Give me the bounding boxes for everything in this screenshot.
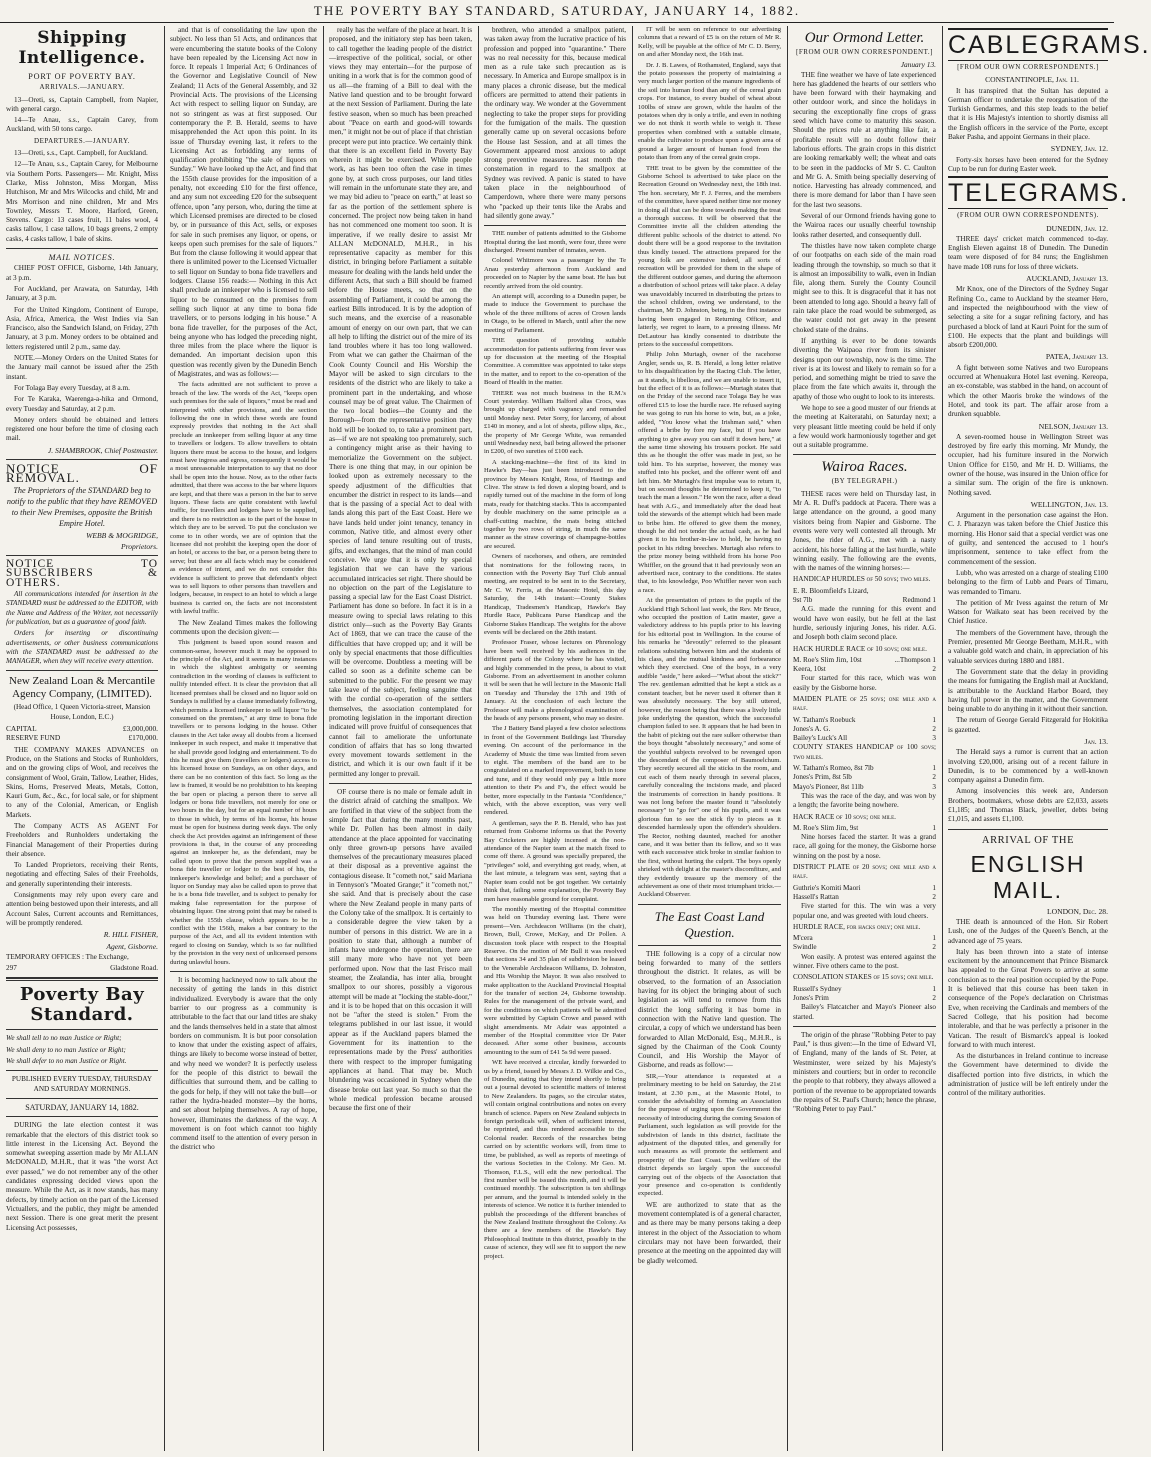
- subscribers-text: Orders for inserting or discontinuing advertisements, or other business communications with the STANDARD must be addressed to the MANAGER, when they will receive every attention.: [6, 629, 158, 666]
- local-item: An attempt will, according to a Dunedin paper, be made to induce the Government to purchase the whole of the three millions of acres of Crown lands in Otago, to be offered in March, until after the new meeting of Parliament.: [484, 293, 626, 334]
- race-heading: DISTRICT PLATE of 20 sovs; one mile and a half.: [793, 863, 936, 881]
- race-entry: Jones's Prim: [793, 993, 829, 1002]
- editorial-text: and that is of consolidating the law upon the subject. No less than 51 Acts, and ordinances that were encumbering the statute books of the Colony have been repealed by the Licensing Act now in force. It repeals 1 Imperial Act; 6 Ordinances of the Governor and Legislative Council of New Zealand; 11 Acts of the General Assembly, and 32 Provincial Acts. The provisions of the Licensing Act with respect to selling liquor on Sunday, are not so stringent as was at first supposed. Our contemporary the P. B. Herald, seems to have misapprehended the Act upon this point. In its issue of Thursday evening last, it refers to the Licensing Act as forbidding any terms of qualification prohibiting "the sale of liquors on Sunday." We have looked up the Act, and find that the 155th clause provides for the imposition of a penalty, not exceeding £10 for the first offence, and any sum not exceeding £20 for the subsequent offence, upon "any person, who, during the time at which Licensed premises are directed to be closed by, or in pursuance of this Act, sells, or exposes for sale in such premises any liquor, or opens, or keeps open such premises for the sale of liquors." But from the clause following it would appear that there is unlimited power to the Licensed Victualler to sell liquor on Sunday to bona fide travellers and lodgers. Clause 156 reads:— Nothing in this Act shall preclude an innkeeper who is licensed to sell liquor to be consumed on the premises from selling such liquor at any time to bona fide travellers, or to persons lodging in his house." A bona fide traveller, for the purposes of the Act, being anyone who has lodged the preceding night, three miles from the place where the liquor is demanded. An important decision upon this question was recently given by the Dunedin Bench of Magistrates, and was as follows:—: [170, 26, 317, 378]
- race-heading: HACK RACE of 10 sovs; one mile.: [793, 812, 896, 821]
- divider: [793, 454, 936, 455]
- loan-text: Consignments may rely upon every care and attention being bestowed upon their interests, and all Account Sales, Current accounts and Remittances, will be promptly rendered.: [6, 891, 158, 927]
- mail-news-text: Italy has been thrown into a state of intense excitement by the announcement that Prince Bismarck has appealed to the Great Powers to arrive at some conclusion as to the real position occupied by the Pope. It is believed that this course has been taken in consequence of the Pope's declaration on Christmas Eve, when receiving the Cardinals and members of the Sacred College, that his position had become intolerable, and that he was perfectly a prisoner in the Vatican. The result of Bismarck's appeal is looked forward to with much interest.: [948, 947, 1108, 1049]
- east-coast-circular: SIR,—Your attendance is requested at a preliminary meeting to be held on Saturday, the 21st instant, at 2.30 p.m., at the Masonic Hotel, to consider the advisability of forming an Association for the purpose of urging upon the Government the necessity of introducing during the coming Session of Parliament, such legislation as will provide for the subdivision of lands in this district, facilitate the adjustment of the disputed titles, and generally for such measures as will promote the settlement and prosperity of the East Coast. The welfare of the district depends so largely upon the successful carrying out of the objects of the Association that your presence and co-operation is confidently expected.: [638, 1072, 781, 1198]
- dateline: NELSON, January 13.: [1038, 421, 1108, 431]
- loan-signature: R. HILL FISHER,: [103, 930, 158, 940]
- column-6: [793, 26, 936, 1451]
- race-text: Five started for this. The win was a very popular one, and was greeted with loud cheers.: [793, 902, 936, 920]
- race-place: 2: [932, 892, 936, 901]
- telegram-text: Argument in the personation case against the Hon. C. J. Pharazyn was taken before the Chief Justice this morning. His Honor said that a special verdict was one of guilty, and sentenced the accused to 1 hour's imprisonment, sentence to take effect from the commencement of the session.: [948, 511, 1108, 566]
- race-text: Bailey's Flatcatcher and Mayo's Pioneer also started.: [793, 1003, 936, 1021]
- editorial-text: DURING the late election contest it was remarkable that the electors of this district took so little interest in the Licensing Act. Beyond the somewhat sweeping assertion made by Mr ALLAN McDONALD, M.H.R., that it was "the worst Act ever passed," we do not remember any of the other candidates expressing decided views upon the measure. While the Act, as it now stands, has many defects, by timely action on the part of the Licensed Victuallers, and the public, they might be amended next Session. There is one great merit the present Licensing Act possesses,: [6, 1121, 158, 1232]
- race-heading: COUNTY STAKES HANDICAP of 100 sovs; two miles.: [793, 743, 936, 761]
- decision-quote: The facts admitted are not sufficient to prove a breach of the law. The words of the Act, "keeps open such premises for the sale of liquors," must be read and interpreted with other provisions, and the section following the one in which these words are found expressly provides that nothing in the Act shall preclude an innkeeper from selling liquor at any time to travellers or lodgers. To allow travellers to obtain liquors there must be access to the house, and lodgers must have ingress and egress, consequently it would be a most unreasonable interpretation to say that no door shall be open into the house. Now, as to the other facts admitted, that there was access to the bar where liquors are kept, and that there was a person in the bar to serve liquors. These facts are quite consistent with lawful traffic, for travellers and lodgers have to be supplied, and there is no restriction as to the part of the house in which they are to be served. To put the conclusion we come to in other words, we are of opinion that the licensee did not prohibit the keeping open the door of an hotel, or access to the bar, or a person being there to serve; but these are all facts which may be considered as evidence of intent, and we do not consider this evidence is sufficient to prove that defendant's object was to sell liquors to other persons than travellers and lodgers, because, in respect to an hotel to which a large business is carried on, the facts are not inconsistent with lawful traffic.: [170, 381, 317, 616]
- dateline: DUNEDIN, Jan. 12.: [1046, 223, 1108, 233]
- local-item: A gentleman, says the P. B. Herald, who has just returned from Gisborne informs us that the Poverty Bay Cricketers are highly incensed at the non-attendance of the Napier team at the match fixed to come off there. A ground was specially prepared, the "privileges" sold, and everything got ready, when, at the last minute, a telegram was sent, saying that a Napier team could not be got together. We certainly think that, failing some explanation, the Poverty Bay men have reasonable ground for complaint.: [484, 819, 626, 903]
- mail-item: For Tolaga Bay every Tuesday, at 8 a.m.: [14, 383, 130, 392]
- masthead: THE POVERTY BAY STANDARD, SATURDAY, JANUARY 14, 1882.: [0, 0, 1114, 23]
- telegram-text: The Herald says a rumor is current that an action involving £20,000, arising out of a recent failure in Dunedin, is to be commenced by a well-known company against a Dunedin firm.: [948, 748, 1108, 785]
- dateline: SYDNEY, Jan. 12.: [1050, 144, 1108, 154]
- local-item: Philip John Murtagh, owner of the racehorse Angler, sends us, R. B. Herald, a long letter relative to his disqualification by the Racing Club. The letter, as it stands, is libellous, and we are unable to insert it, but the effect of it is as follows:—Murtagh states that on the Friday of the second race Tolaga Bay he was offered £15 to lose the hurdle race. He refused saying he was going to run his horse to win, but, as a joke, added, "You know what the Irishman said," when offered a bribe by fore my face, but if you have anything to give away you can stuff it down here," at the same time showing his trousers pocket. He said this as he thought the offer was made in jest, so he told him. To his surprise, however, the money was stuffed into his pocket, and the offerer went off and left him. Mr Murtagh's first impulse was to return it, but on second thoughts he determined to keep it, "to teach the man a lesson." He won the race, after a dead heat with A.G., and immediately after the dead heat told the stewards of the attempt which had been made to bribe him. He offered to give them the money, though he did not tender the actual cash, as he had given it to his brother-in-law to hold, he having no pocket in his riding breeches. Murtagh also refers to the prize money being withheld from his horse Poo Whiffler, on the ground that it had previously won an advertised race, contrary to the conditions. He states that, to his knowledge, Poo Whiffler never won such a race.: [638, 351, 781, 594]
- race-entry: 9st 7lb: [793, 596, 813, 605]
- race-heading: CONSOLATION STAKES of 15 sovs; one mile.: [793, 973, 934, 982]
- mail-item: For Te Karaka, Waerenga-a-hika and Ormond, every Tuesday and Saturday, at 2 p.m.: [6, 395, 158, 413]
- local-item: Colonel Whitmore was a passenger by the Te Anau yesterday afternoon from Auckland and proceeded on to Napier by the same boat. He has but recently arrived from the old country.: [484, 257, 626, 290]
- divider: [638, 945, 781, 946]
- dateline: CONSTANTINOPLE, Jan. 11.: [985, 75, 1079, 85]
- removal-signature: WEBB & MOGRIDGE,: [86, 530, 158, 540]
- race-place: 1: [932, 883, 936, 892]
- race-results: [793, 985, 936, 1004]
- cable-text: It has transpired that the Sultan has deputed a German officer to undertake the reorganisation of the Turkish Gendarmes, and this step leads to the belief that it is His Majesty's intention to shortly dismiss all the English officers in the service of the Porte, except Baker Pasha, and appoint Germans in their place.: [948, 86, 1108, 142]
- temp-office-number: 297: [6, 964, 17, 973]
- departure-item: 13—Oreti, s.s., Capt. Campbell, for Auckland.: [14, 149, 148, 158]
- race-text: Won easily. A protest was entered against the winner. Five others came to the post.: [793, 952, 936, 971]
- capital-value: £3,000,000.: [122, 724, 158, 734]
- mail-news-text: As the disturbances in Ireland continue to increase the Government have determined to divide the disaffected portion into five districts, in which the administration of justice will be left entirely under the control of the military authorities.: [948, 1052, 1108, 1098]
- subscribers-heading: NOTICE TO SUBSCRIBERS & OTHERS.: [6, 558, 158, 589]
- race-place: 3: [932, 782, 936, 791]
- column-1: [6, 26, 158, 1451]
- local-item: Dr. J. B. Lawes, of Rothamsted, England, says that the potato possesses the property of maintaining a very much larger portion of the manure ingredients of the soil into human food than any of the cereal grain crops. For instance, to every bushel of wheat about 100lbs of straw are grown, while the haulm of the potatoes when dry is only a trifle, and even in nothing we do not think it worth while to weigh it. These properties when combined with a suitable climate, enable the cultivator to produce upon a given area of ground a larger amount of human food from the potato than from any of the cereal grain crops.: [638, 61, 781, 162]
- telegram-text: The return of George Gerald Fitzgerald for Hokitika is gazetted.: [948, 716, 1108, 734]
- divider: [484, 225, 626, 226]
- telegrams-heading: TELEGRAMS.: [948, 176, 1108, 209]
- motto-line: We shall deny to no man Justice or Right;: [6, 1045, 126, 1054]
- mail-news-text: THE death is announced of the Hon. Sir Robert Lush, one of the Judges of the Queen's Bench, at the advanced age of 75 years.: [948, 917, 1108, 945]
- local-item: WE have received a circular, kindly forwarded to us by a friend, issued by Messrs J. D. Wilkie and Co., of Dunedin, stating that they intend shortly to bring out a journal devoted to scientific matters of interest to New Zealanders. Its pages, so the circular states, will contain original contributions and notes on every branch of science. Papers on New Zealand subjects in foreign periodicals will, when of sufficient interest, be reprinted, and thus rendered accessible to the Colonial reader. Records of the researches being carried on by scientific workers will, from time to time, be published, as well as reports of meetings of the various Societies in the Colony. Mr Geo. M. Thomson, F.L.S., will edit the new periodical. The first number will be issued this month, and it will be continued monthly. The subscription is ten shillings per annum, and the journal is intended solely in the interests of science. We notice it is further intended to publish the proceedings of the different branches of the New Zealand Institute throughout the Colony. As there are a few members of the Hawke's Bay Philosophical Institute in this district, possibly in the cause of science, they will see fit to support the new project.: [484, 1059, 626, 1260]
- robbing-peter-text: The origin of the phrase "Robbing Peter to pay Paul," is thus given:—In the time of Edward VI, of England, many of the lands of St. Peter, at Westminster, were seized by his Majesty's ministers and courtiers; but in order to reconcile the people to that robbery, they always allowed a portion of the revenue to be appropriated towards the repairs of St. Paul's Church; hence the phrase, "Robbing Peter to pay Paul.": [793, 1030, 936, 1114]
- ormond-text: THE fine weather we have of late experienced here has gladdened the hearts of our settlers who have been forward with their haymaking and other outdoor work, and since the holidays in securing the exceptionally fine crops of grass seed which have come to maturity this season. Should the prices rule at anything like fair, a profitable result will no doubt follow their laborious efforts. The grain crops in this district are looking remarkably well; the wheat and oats to be seen in the paddocks of Mr S. C. Caulton and Mr G. A. Smith being specially deserving of notice. Harvesting has already commenced, and there is more demand for labor than I have seen for the last two seasons.: [793, 70, 936, 209]
- departure-item: 12—Te Anau, s.s., Captain Carey, for Melbourne via Southern Ports. Passengers— Mr. Knight, Miss Clarke, Miss Johnston, Miss Morgan, Miss Hutchison, Mr and Mrs Wilcocks and child, Mr and Mrs Morrison and nine children, Mr and Mrs Townley, Messrs T. Moore, Harford, Green, Stevens. Cargo: 13 cases fruit, 11 bales wool, 4 casks tallow, 1 case tallow, 10 bags greens, 2 empty casks, 4 casks tallow, 1 bale of skins.: [6, 160, 158, 243]
- divider: [329, 783, 472, 784]
- telegram-text: Mr Knox, one of the Directors of the Sydney Sugar Refining Co., came to Auckland by the steamer Hero, and inspected the neighbourhood with the view of selecting a site for a sugar refining factory, and has purchased a block of land at Kauri Point for the sum of £100. He expects that the plant and buildings will absorb £200,000.: [948, 285, 1108, 350]
- ormond-date: January 13.: [900, 60, 936, 70]
- column-4: [484, 26, 626, 1451]
- dateline: Jan. 13.: [1084, 737, 1108, 746]
- divider: [170, 971, 317, 972]
- reserve-label: RESERVE FUND: [6, 733, 61, 743]
- dateline: PATEA, January 13.: [1045, 352, 1108, 362]
- race-text: This was the race of the day, and was won by a length; the favorite being nowhere.: [793, 791, 936, 810]
- capital-row: [6, 724, 158, 733]
- divider: [6, 1098, 158, 1099]
- east-coast-text: THE following is a copy of a circular now being forwarded to many of the settlers throughout the district. It relates, as will be observed, to the formation of an Association having for its object the bringing about of such legislation as will tend to remove from this district the long suffering it has borne in connection with the Native land question. The circular, a copy of which we understand has been forwarded to Allan McDonald, Esq., M.H.R., is signed by the Chairman of the Cook County Council, and His Worship the Mayor of Gisborne, and reads as follow:—: [638, 949, 781, 1070]
- ormond-text: Several of our Ormond friends having gone to the Wairoa races our usually cheerful township looks rather deserted, and consequently dull.: [793, 212, 936, 239]
- race-row: [793, 587, 936, 596]
- race-entry: Russell's Sydney: [793, 984, 842, 993]
- loan-text: To Landed Proprietors, receiving their Rents, negotiating and effecting Sales of their Freeholds, and generally superintending their interests.: [6, 861, 158, 888]
- race-entry: M'cera: [793, 934, 813, 943]
- race-place: 2: [932, 993, 936, 1002]
- loan-company-heading: New Zealand Loan & Mercantile Agency Company, (LIMITED).: [9, 675, 155, 701]
- race-row: [793, 773, 936, 782]
- column-rule: [323, 26, 324, 1451]
- race-place: 1: [932, 823, 936, 832]
- column-5: [638, 26, 781, 1451]
- ormond-text: The thistles have now taken complete charge of our footpaths on each side of the main road leading through the township, so much so that it is almost an impossibility to walk, even in Indian file, along them. Surely the County Council might see to this. It is disgraceful that it has not been attended to long ago. Should a heavy fall of rain take place the road would be submerged, as the water could not get away in the present choked state of the drains.: [793, 241, 936, 334]
- local-item: The J Battery Band played a few choice selections in front of the Government Buildings last Thursday evening. On account of the performance in the Academy of Music the time was limited from seven to eight. The members of the band are to be congratulated on a marked improvement, both in tone and tune, and if they would only pay a little more attention to their P's and F's, the effect would be better, more especially in the Fantasia "Confidence," which, with the above exception, was very well rendered.: [484, 725, 626, 817]
- race-entry: Bailey's Luck's All: [793, 734, 848, 743]
- telegram-text: The members of the Government have, through the Premier, presented Mr George Beetham, M.H.R., with a valuable gold watch and chain, in appreciation of his valuable services during 1880 and 1881.: [948, 628, 1108, 665]
- race-row: [793, 725, 936, 734]
- column-rule: [632, 26, 633, 1451]
- race-entry: M. Roe's Slim Jim, 10st: [793, 655, 862, 664]
- ormond-heading: Our Ormond Letter.: [804, 30, 925, 46]
- reserve-row: [6, 733, 158, 742]
- port-label: PORT OF POVERTY BAY.: [28, 72, 136, 81]
- local-item: A stacking-machine—the first of its kind in Hawke's Bay—has just been introduced to the province by Messrs Knight, Ross, of Hastings and Clive. The straw is fed down a sloping board, and is rapidly turned out of the machine in the form of long mats, ready for thatching stacks. This is accompanied by double machinery on the same principle as a chaff-cutting machine, the mats being stitched together by two rows of string, in much the same manner as the straw coverings of champagne-bottles are secured.: [484, 458, 626, 550]
- dateline: AUCKLAND, January 13.: [1026, 274, 1108, 284]
- race-results: [793, 587, 936, 606]
- race-results: [793, 884, 936, 903]
- race-heading: HACK HURDLE RACE of 10 sovs; one mile.: [793, 644, 927, 653]
- divider: [948, 829, 1108, 830]
- race-place: Redmond 1: [902, 596, 936, 605]
- cablegrams-source: [FROM OUR OWN CORRESPONDENTS.]: [957, 63, 1099, 71]
- issue-date: SATURDAY, JANUARY 14, 1882.: [25, 1102, 139, 1112]
- race-row: [793, 884, 936, 893]
- published-days: PUBLISHED EVERY TUESDAY, THURSDAY AND SATURDAY MORNINGS.: [11, 1075, 153, 1093]
- local-item: Professor Fraser, whose lectures on Phrenology have been well received by his audiences in the different parts of the Colony where he has visited, and highly commended in the press, is about to visit Gisborne. From an advertisement in another column it will be seen that he will lecture in the Masonic Hall on Tuesday and Thursday the 17th and 19th of January. At the conclusion of each lecture the Professor will make a phrenological examination of the heads of any persons present, who may so desire.: [484, 639, 626, 722]
- wairoa-source: (BY TELEGRAPH.): [831, 477, 898, 486]
- standard-title: Poverty Bay Standard.: [19, 984, 145, 1026]
- local-item: THE question of providing suitable accommodation for patients suffering from fever was up for discussion at the meeting of the Hospital Committee. A committee was appointed to take steps in the matter, and to report to the co-operation of the Board of Health in the matter.: [484, 337, 626, 387]
- race-place: 1: [932, 934, 936, 943]
- subscribers-text: All communications intended for insertion in the STANDARD must be addressed to the EDITOR, with the Name and Address of the Writer, not necessarily for publication, but as a guarantee of good faith.: [6, 590, 158, 626]
- column-rule: [164, 26, 165, 1451]
- ormond-source: [FROM OUR OWN CORRESPONDENT.]: [796, 48, 933, 56]
- telegram-text: THREE days' cricket match commenced to-day. English Eleven against 18 of Dunedin. The Dunedin team were disposed of for 84 runs; the Englishmen have made 108 runs for loss of three wickets.: [948, 234, 1108, 271]
- race-row: [793, 934, 936, 943]
- race-entry: Swindle: [793, 943, 817, 952]
- wairoa-heading: Wairoa Races.: [821, 459, 908, 476]
- race-row: [793, 943, 936, 952]
- race-text: Four started for this race, which was won easily by the Gisborne horse.: [793, 674, 936, 692]
- race-place: ...Thompson 1: [894, 655, 936, 664]
- race-text: Nine horses faced the starter. It was a grand race, all going for the money, the Gisborne horse winning on the post by a nose.: [793, 833, 936, 860]
- divider: [6, 459, 158, 460]
- wairoa-text: THESE races were held on Thursday last, in Mr A. R. Duff's paddock at Pacera. There was a large attendance on the ground, a good many visitors being from Napier and Gisborne. The events were very well contested all through. Mr Jones, the rider of A.G., met with a nasty accident, his horse falling at the last hurdle, while winning easily. The following are the events, with the names of the winning horses:—: [793, 489, 936, 573]
- race-place: 2: [932, 943, 936, 952]
- race-heading: HURDLE RACE, for hacks only; one mile.: [793, 922, 921, 931]
- removal-heading: NOTICE OF REMOVAL.: [6, 460, 158, 486]
- loan-head-office: (Head Office, 1 Queen Victoria-street, Mansion House, London, E.C.): [13, 703, 151, 721]
- dateline: WELLINGTON, Jan. 13.: [1030, 499, 1108, 509]
- loan-text: The Company ACTS AS AGENT For Freeholders and Runholders undertaking the Financial Management of their Properties during their absence.: [6, 822, 158, 858]
- race-row: [793, 716, 936, 725]
- arrivals-heading: ARRIVALS.—JANUARY.: [39, 83, 125, 92]
- divider: [6, 1070, 158, 1071]
- telegrams-source: (FROM OUR OWN CORRESPONDENTS).: [957, 211, 1099, 220]
- local-item: THE number of patients admitted to the Gisborne Hospital during the last month, were four, three were discharged. Present number of inmates, seven.: [484, 230, 626, 255]
- race-entry: M. Roe's Slim Jim, 9st: [793, 823, 859, 832]
- mail-item: For Auckland, per Arawata, on Saturday, 14th January, at 3 p.m.: [6, 284, 158, 303]
- race-row: [793, 985, 936, 994]
- dateline: LONDON, Dec. 28.: [1046, 906, 1108, 916]
- race-row: [793, 596, 936, 605]
- race-entry: W. Tatham's Romeo, 8st 7lb: [793, 764, 874, 773]
- english-mail-kicker: ARRIVAL OF THE: [981, 834, 1075, 846]
- cable-text: Forty-six horses have been entered for the Sydney Cup to be run for during Easter week.: [948, 155, 1108, 173]
- race-entry: E. R. Bloomfield's Lizard,: [793, 586, 869, 595]
- east-coast-heading: The East Coast Land Question.: [654, 908, 765, 940]
- column-3: [329, 26, 472, 1451]
- race-results: [793, 934, 936, 953]
- times-quote: This judgment is based upon sound reason and common-sense, however much it may be opposed to the principle of the Act, and it seems in many instances in which the slightest ambiguity or seeming contradiction in the wording of clauses is sufficient to nullify intended effect. It is clear the provision that all licensed premises shall be closed and no liquor sold on Sundays is nullified by a clause immediately following, which permits a licensed innkeeper to sell liquor "to be consumed on the premises," at any time to bona fide travellers or to persons lodging in the house. Other clauses in the Act take away all doubts from a licensed innkeeper in such respect, and make it imperative that he shall provide good lodging and entertainment. To do this he must give them (travellers or lodgers) access to his licensed house on Sundays, as on other days, and there can be no contention of this fact. So long as the law is framed, it would be no prohibition to his keeping the bar open or placing a person there to serve all lodgers or bona fide travellers, not merely for one or two hours in the day, but for an equal number of hours to those in which, by terms of his license, his house must be open for business during week days. The only check the Act provides against an infringement of these provisions is that, in the course of any proceeding against an innkeeper he, as the defendant, may be called upon to prove that the person supplied was a bona fide traveller or lodger to the best of his, the innkeeper's knowledge and belief; and a purchaser of liquor on Sunday may also be called upon to prove that he is a bona fide traveller, and is subject to penalty for making false representation for the purpose of obtaining liquor. One strong point that may be raised is whether the 155th clause, which appears to be in conflict with the 156th, makes a bar contrary to the purpose of the Act, and all its evident intention with regard to closing on Sunday, which is so far nullified by the provision in the very next of unlicensed persons during unlawful hours.: [170, 639, 317, 966]
- divider: [6, 555, 158, 556]
- race-results: [793, 764, 936, 792]
- telegram-text: A fight between some Natives and two Europeans occurred at Whenuakura Hotel last evening. Kereopa, an ex-constable, was stabbed in the hand, on account of which the other Maoris broke the windows of the Hotel, and took its part. The affair arose from a drunken squabble.: [948, 363, 1108, 419]
- divider: [6, 977, 158, 981]
- temp-office-road: Gladstone Road.: [110, 964, 158, 973]
- race-place: 3: [932, 734, 936, 743]
- race-row: [793, 783, 936, 792]
- mail-item: For the United Kingdom, Continent of Europe, Asia, Africa, America, the West Indies via San Francisco, also the Sandwich Island, on Friday, 27th January, at 3 p.m. Money orders to be obtained and letters registered until 2 p.m., same day.: [6, 305, 158, 351]
- editorial-text: OF course there is no male or female adult in the district afraid of catching the smallpox. We are fortified in that view of the subject from the simple fact that during the many months past, while Dr. Pollen has been almost in daily attendance at the place appointed for vaccinating only three grown-up persons have availed themselves of the precautionary measures placed at their disposal as a preventive against the contagious disease. It "cometh not," said Mariana in Tennyson's "Moated Grange;" it "cometh not," she said. And that is precisely about the case where the New Zealand people in many parts of the Colony take of the smallpox. It is certainly to a considerable degree the view taken by a number of persons in this district. We are in a position to state that, although a number of infants have undergone the operation, there are still many more who have not yet been performed upon. Now that the last Frisco mail steamer, the Zealandia, has inter alia, brought smallpox to our shores, possibly a vigorous attempt will be made at "locking the stable-door," and it is to be hoped that on this occasion it will not be "after the steed is stolen." From the telegrams published in our last issue, it would appear as if the Auckland papers blamed the Government for its inattention to the representations made by the Press' authorities there with respect to the improper fumigating appliances at hand. That may be. Much blundering was occasioned in Sydney when the disease broke out last year. So much so that the whole medical profession became aroused because the first one of their: [329, 788, 472, 1113]
- race-entry: Mayo's Pioneer, 8st 11lb: [793, 782, 864, 791]
- divider: [6, 1029, 158, 1030]
- local-item: THE treat to be given by the committee of the Gisborne School is advertised to take place on the Recreation Ground on Wednesday next, the 18th inst. The hon. secretary, Mr F. J. Ferres, and the members of the committee, have spared neither time nor money in doing all that can be done towards making the treat a thorough success. It will be observed that the Committee invite all the children attending the different public schools of the district to attend. No doubt there will be a good response to the invitation thus kindly issued. The attractions prepared for the young folk are extensive indeed, all sorts of recreation will be provided for them in the shape of the different outdoor games, and during the afternoon a distribution of school prizes will take place. A delay was unavoidably incurred in distributing the prizes to the school children, owing we understand, to the chairman, Mr D. Johnston, being, in the first instance having been engaged in Returning Officer, and latterly, we regret to learn, to a pressing illness. Mr DeLautour has kindly consented to distribute the prizes to the successful competitors.: [638, 164, 781, 349]
- column-7: [948, 26, 1151, 1451]
- race-place: 2: [932, 773, 936, 782]
- mail-heading: MAIL NOTICES.: [48, 253, 116, 263]
- ormond-text: We hope to see a good muster of our friends at the meeting at Kaiteratahi, on Saturday next; a very pleasant little meeting could be held if only a few would work harmoniously together and get out a suitable programme.: [793, 403, 936, 450]
- race-row: [793, 764, 936, 773]
- editorial-text: The New Zealand Times makes the following comments upon the decision given:—: [170, 618, 317, 636]
- telegram-text: A seven-roomed house in Wellington Street was destroyed by fire early this morning. Mr Mundy, the occupier, had his furniture insured in the Norwich Union Office for £150, and Mr H. D. Williams, the owner of the house, was insured in the Union office for a similar sum. The origin of the fire is unknown. Nothing saved.: [948, 432, 1108, 497]
- race-entry: Jones's A. G.: [793, 724, 831, 733]
- divider: [793, 1026, 936, 1027]
- race-place: 2: [932, 724, 936, 733]
- mail-item: Money orders should be obtained and letters registered one hour before the time of closing each mail.: [6, 415, 158, 443]
- editorial-text: brethren, who attended a smallpox patient, was taken away from the lucrative practice of his profession and popped into "quarantine." There was no real necessity for this, because medical men as a rule take such precaution as is necessary. In America and Europe smallpox is in many places a chronic disease, but the medical officers are permitted to attend their patients in the ordinary way. We wonder at the Government neglecting to take the proper steps for providing for the fumigation of the mails. The question generally came up on several occasions before the House last Session, and at all times the Government appeared most anxious to adopt strong preventive measures. Last month the consternation in regard to the smallpox at Sydney was revived. A panic is stated to have taken place in the neighbourhood of Camperdown, where there were many persons who "packed up their tents like the Arabs and had silently gone away.": [484, 26, 626, 220]
- mail-office: CHIEF POST OFFICE, Gisborne, 14th January, at 3 p.m.: [6, 264, 158, 282]
- race-place: 1: [932, 715, 936, 724]
- race-row: [793, 734, 936, 743]
- race-row: [793, 665, 936, 674]
- local-item: IT will be seen on reference to our advertising columns that a reward of £5 is on the return of Mr R. Kelly, will be payable at the office of Mr C. D. Berry, on and after Monday next, the 16th inst.: [638, 26, 781, 59]
- east-coast-text: WE are authorized to state that as the movement contemplated is of a general character, and as there may be many persons taking a deep interest in the object of the Association to whom circulars may not have been forwarded, their presence at the meeting on the appointed day will be gladly welcomed.: [638, 1200, 781, 1265]
- mail-signature: J. SHAMBROOK, Chief Postmaster.: [47, 445, 158, 455]
- mail-item: NOTE.—Money Orders on the United States for the January mail cannot be issued after the 25th instant.: [6, 354, 158, 381]
- arrival-item: 14—Te Anau, s.s., Captain Carey, from Auckland, with 50 tons cargo.: [6, 116, 158, 134]
- removal-body: The Proprietors of the STANDARD beg to notify to the public that they have REMOVED to their New Premises, opposite the British Empire Hotel.: [6, 485, 158, 528]
- race-row: [793, 994, 936, 1003]
- removal-signature-role: Proprietors.: [120, 541, 158, 551]
- cablegrams-heading: CABLEGRAMS.: [948, 28, 1108, 61]
- race-results: [793, 824, 936, 833]
- editorial-text: It is becoming hackneyed now to talk about the necessity of getting the lands in this district individualized. Everybody is aware that the only barrier to our progress as a community is attributable to the fact that our land titles are shaky and the lands themselves held in a state that almost borders on communism. It is but poor consolation to know that under the existing aspect of affairs, things are likely to become worse instead of better, and why need we wonder? It is perfectly useless for the people of this district to bewail the difficulties that surround them, and be calling to the gods for help, if they will not take the bull—or rather the hydra-headed monster—by the horns, and set about helping themselves. A ray of hope, however, illuminates the darkness of the way. A movement is on foot which cannot too highly commend itself to the attention of every person in the district who: [170, 976, 317, 1152]
- temp-office-row: [6, 964, 158, 973]
- telegram-text: The Government state that the delay in providing the means for fumigating the English mail at Auckland, is attributable to the Auckland Harbor Board, they having full power in the matter, and the Government being unable to do anything in it without their sanction.: [948, 667, 1108, 714]
- departures-heading: DEPARTURES.—JANUARY.: [34, 136, 130, 145]
- divider: [6, 1116, 158, 1117]
- race-results: [793, 656, 936, 675]
- race-entry: Guthrie's Komiti Maori: [793, 883, 861, 892]
- local-item: Owners of racehorses, and others, are reminded that nominations for the following races, in connection with the Poverty Bay Turf Club annual meeting, are required to be sent in to the Secretary, Mr C. W. Ferris, at the Masonic Hotel, this day Saturday, the 14th instant:—County Stakes Handicap, Tradesmen's Handicap, Hawke's Bay Hurdle Race, Publicans Purse Handicap and the Gisborne Stakes Handicap. The weights for the above events will be declared on the 28th instant.: [484, 553, 626, 636]
- race-row: [793, 656, 936, 665]
- race-row: [793, 824, 936, 833]
- divider: [6, 670, 158, 671]
- motto-line: We shall tell to no man Justice or Right;: [6, 1034, 122, 1043]
- local-item: At the presentation of prizes to the pupils of the Auckland High School last week, the Rev. Mr Bruce, who occupied the position of Latin master, gave a valedictory address to his pupils prior to his leaving for his editorial post in Wellington. In the course of his remarks he "devoutly" referred to the pleasant relations subsisting between him and the students of his class, and the mutual kindness and forbearance which they exercised. One of the boys, in a very audible "aside," here asked—"What about the stick?" The rev. gentleman admitted that he kept a stick as a constant teacher, but he never used it oftener than it was absolutely necessary. The boy still uttered, however, the reason being that there was a lively little joke underlying the question, which the successful champion failed to see. It appears that he had been in the habit of picking out the rare sulker otherwise than the boys thought "absolutely necessary," and some of the youthful subjects revolved to be revenged upon the descendant of the composer of Baumoelchum. They secretly secured all the sticks in the room, and cut each of them nearly through in several places, carefully concealing the incisions made, and placed the instruments of correction in handy positions. It was not long before the master found it "absolutely necessary" to "go for" one of his pupils, and it was glorious fun to see the stick fly to pieces as it descended harmlessly upon the offender's shoulders. The Rector, nothing daunted, reached for another cane, and it was better than its fellow, and so it was with each successive stick broke in similar fashion to the first, without hurting the culprit. The boys openly shrieked with delight at the master's discomfiture, and they evidently treasure up the memory of the achievement as one of their most triumphant tricks.—Auckland Observer.: [638, 597, 781, 899]
- race-text: A.G. made the running for this event and would have won easily, but he fell at the last hurdle, seriously injuring Jones, his rider. A.G. and Joseph both claim second place.: [793, 605, 936, 642]
- race-place: 1: [932, 764, 936, 773]
- temp-offices: TEMPORARY OFFICES : The Exchange,: [6, 952, 129, 961]
- loan-text: THE COMPANY MAKES ADVANCES on Produce, on the Stations and Stocks of Runholders, and on the growing clips of Wool, and receives the consignment of Wool, Grain, Tallow, Leather, Hides, Skins, Horns, Preserved Meats, Metals, Cotton, Kauri Gum, &c., &c., for local sale, or for shipment to any of the Colonial, American, or English Markets.: [6, 745, 158, 819]
- race-entry: Hassell's Rattan: [793, 892, 839, 901]
- race-entry: Jones's Prim, 8st 5lb: [793, 773, 852, 782]
- race-heading: HANDICAP HURDLES of 50 sovs; two miles.: [793, 575, 931, 584]
- race-heading: MAIDEN PLATE of 25 sovs; one mile and a half.: [793, 695, 936, 713]
- local-item: THERE was not much business in the R.M.'s Court yesterday. William Halford alias Crocs, was brought up charged with vagrancy and remanded until Monday next. Peter Sorry, for larceny, of about £140 in money, and a lot of sheets, pillow slips, &c., the property of Mr George White, was remanded until Wednesday next, bail being allowed the prisoner in £200, of two sureties of £100 each.: [484, 389, 626, 456]
- race-place: 1: [932, 984, 936, 993]
- divider: [638, 904, 781, 905]
- race-place: [876, 587, 936, 596]
- capital-label: CAPITAL: [6, 724, 37, 734]
- race-place: 2: [932, 665, 936, 674]
- column-rule: [942, 26, 943, 1451]
- loan-signature-role: Agent, Gisborne.: [106, 941, 158, 951]
- ormond-text: If anything is ever to be done towards diverting the Waipaoa river from its sinister designs upon our township, now is the time. The river is at its lowest and likely to remain so for a period, and something might be tried to save the place from the fate which awaits it, through the apathy of those who ought to look to its interests.: [793, 336, 936, 401]
- column-rule: [478, 26, 479, 1451]
- motto-line: We shall defer to no man Justice or Right.: [6, 1057, 127, 1066]
- reserve-value: £170,000.: [128, 733, 158, 743]
- arrival-item: 13—Oreti, ss, Captain Campbell, from Napier, with general cargo.: [6, 95, 158, 113]
- telegram-text: Lubb, who was arrested on a charge of stealing £100 belonging to the firm of Lubb and Pears of Timaru, was remanded to Timaru.: [948, 568, 1108, 596]
- race-results: [793, 716, 936, 744]
- editorial-text: really has the welfare of the place at heart. It is proposed, and the initiatory step has been taken, to call together the leading people of the district—irrespective of the political, social, or other views they may entertain—for the purpose of uniting in a work that is for the common good of us all—the framing of a Bill to deal with the Native land question and to be brought forward at the next Session of Parliament. During the late festive season, when so much has been preached about "Peace on earth and good-will towards men," it might not be out of place if that christian precept were put into practice. We certainly think that there is an excellent field in Poverty Bay wherein it might be exercised. While people work, as has been too often the case in times gone by, at such cross purposes, our land titles will remain in the unfortunate state they are, and we may bid adieu to "peace on earth," at least so far as the portion of the settlement sphere is concerned. The project now being taken in hand has not commenced one moment too soon. It is imperative, if we really desire to assist Mr ALLAN McDONALD, M.H.R., in his representative capacity as member for this district, in bringing before Parliament a suitable measure for dealing with the lands held under the different Acts, that such a Bill should be framed before the House meets, so that on the assembling of Parliament, it could be among the earliest Bills introduced. It is by the adoption of such means, and the exercise of a reasonable amount of energy on our own part, that we can all help to lifting the district out of the mire of its land troubles where it has too long wallowed. From what we can gather the Chairman of the Cook County Council and His Worship the Mayor will be asked to sign circulars to the residents of the district who are likely to take a prominent part in the undertaking, and whose counsel may be of great value. The Chairmen of the two local bodies—the County and the Borough—from the representative position they hold will be looked to, to take a prominent part, as—if we are not speaking too prematurely, such a contingency might arise as their having to memorialize the Government on the subject. There is one thing that may, in our opinion be looked upon as extremely necessary to the speedy adjustment of the difficulties that encumber the district in respect to its lands—and that is the passing of a special Act to deal with lands along this part of the East Coast. Here we have lands held under joint tenancy, tenancy in common, Native title, and almost every other species of land tenure resulting out of trusts, gifts, and exchanges, that the mind of man could conceive. We urge that it is only by special legislation that we can have the various accumulated intricacies set right. There should be no objection on the part of the Legislature to passing a special law for the East Coast District. Parliament has done so before. In fact it is in a measure owing to special laws relating to this district only—such as the Poverty Bay Grants Act of 1869, that we can trace the cause of the difficulties that have cropped up; and it will be only by special enactments that those difficulties will be overcome. Doubtless a meeting will be called so soon as a definite scheme can be submitted to the public. For the present we may take leave of the subject, feeling sanguine that with the cordial co-operation of the settlers themselves, the association contemplated for promoting legislation in the important direction indicated will prove fruitful of consequences that cannot fail to ameliorate the unfortunate condition of affairs that has so long thwarted every movement towards settlement in the district, and which it is our own fault if it be permitted any longer to prevail.: [329, 26, 472, 778]
- race-entry: W. Tatham's Roebuck: [793, 715, 856, 724]
- column-2: [170, 26, 317, 1451]
- race-entry: Keera, 10st: [793, 665, 826, 674]
- shipping-heading: Shipping Intelligence.: [18, 28, 146, 68]
- telegram-text: Among insolvencies this week are, Anderson Brothers, bootmakers, whose debts are £2,033, assets £1,185; and Thomas Black, jeweller, debts being £1,015, and assets £1,100.: [948, 787, 1108, 824]
- column-rule: [787, 26, 788, 1451]
- telegram-text: The petition of Mr Ivess against the return of Mr Watson for Waikato seat has been received by the Chief Justice.: [948, 598, 1108, 626]
- english-mail-heading: ENGLISH MAIL.: [970, 850, 1086, 903]
- divider: [6, 248, 158, 249]
- local-item: The monthly meeting of the Hospital committee was held on Thursday evening last. There were present—Ven. Archdeacon Williams (in the chair), Brown, Bull, Crowe, McKay, and Dr Pollen. A discussion took place with respect to the Hospital Reserve. On the motion of Mr Bull it was resolved that sections 34 and 35 plan of subdivision be leased to the Venerable Archdeacon Williams, D. Johnston, and His Worship the Mayor. It was also resolved to make application to the Auckland Provincial Hospital for the transfer of section 24, Gisborne township. Rules for the management of the private ward, and for the conditions on which patients will be admitted were submitted by Captain Crowe and passed with slight amendments. Mr Adair was appointed a member of the Hospital committee vice Dr Pater deceased. After some other business, accounts amounting to the sum of £41 5s 9d were passed.: [484, 905, 626, 1056]
- race-row: [793, 893, 936, 902]
